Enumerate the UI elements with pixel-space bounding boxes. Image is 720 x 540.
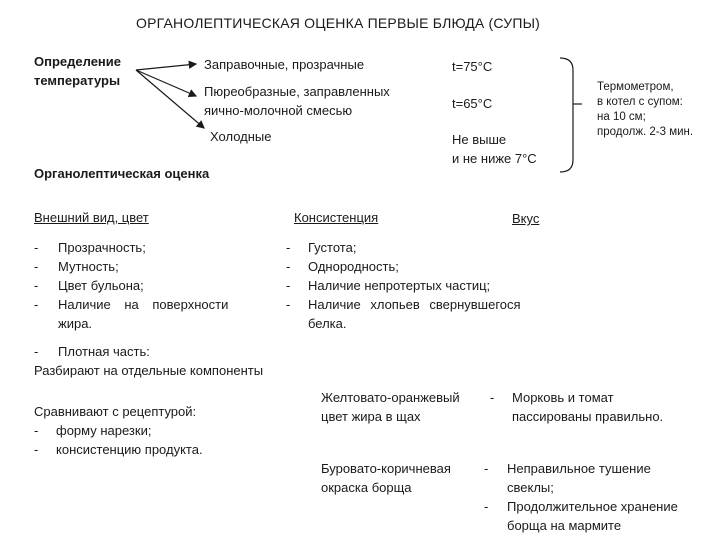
list-dash: -	[34, 278, 39, 293]
list-item: Густота;	[308, 240, 357, 255]
thermometer-note-line4: продолж. 2-3 мин.	[597, 126, 694, 138]
list-item: Наличие хлопьев свернувшегося	[308, 297, 521, 312]
borsch-left-line1: Буровато-коричневая	[321, 461, 451, 476]
list-item: консистенцию продукта.	[56, 442, 203, 457]
list-dash: -	[34, 297, 39, 312]
list-dash: -	[34, 423, 39, 438]
thermometer-note-line2: в котел с супом:	[597, 96, 683, 108]
list-dash: -	[286, 240, 291, 255]
temp-item-cold-label: Холодные	[210, 129, 272, 144]
borsch-left-line2: окраска борща	[321, 480, 412, 495]
list-dash: -	[286, 278, 291, 293]
borsch-right-line3: Продолжительное хранение	[507, 499, 678, 514]
list-item: Однородность;	[308, 259, 399, 274]
temp-item-cold-value-line2: и не ниже 7°C	[452, 151, 537, 166]
organoleptic-heading: Органолептическая оценка	[34, 166, 210, 181]
shchi-right-line1: Морковь и томат	[512, 390, 614, 405]
temp-item-puree-label	[204, 82, 390, 120]
consistency-heading: Консистенция	[294, 210, 379, 225]
thermometer-note-line3: на 10 см;	[597, 111, 646, 123]
arrow-to-cold	[136, 70, 204, 128]
borsch-right	[507, 459, 678, 535]
appearance-heading: Внешний вид, цвет	[34, 210, 149, 225]
list-item: Наличие на поверхности	[58, 297, 229, 312]
list-dash: -	[34, 442, 39, 457]
shchi-left-line2: цвет жира в щах	[321, 409, 421, 424]
temp-item-puree-value: t=65°C	[452, 96, 493, 111]
shchi-right-line2: пассированы правильно.	[512, 409, 664, 424]
list-item: Наличие непротертых частиц;	[308, 278, 491, 293]
list-item: жира.	[58, 316, 93, 331]
temp-item-transparent-label: Заправочные, прозрачные	[204, 57, 365, 72]
list-item: Прозрачность;	[58, 240, 146, 255]
shchi-right	[512, 388, 663, 426]
list-dash: -	[34, 259, 39, 274]
arrow-to-transparent	[136, 64, 196, 70]
list-dash: -	[34, 240, 39, 255]
list-dash: -	[34, 344, 39, 359]
thermometer-note	[597, 80, 693, 140]
list-item: форму нарезки;	[56, 423, 152, 438]
temp-item-transparent-value: t=75°C	[452, 59, 493, 74]
temperature-bracket	[560, 58, 573, 172]
page-title: ОРГАНОЛЕПТИЧЕСКАЯ ОЦЕНКА ПЕРВЫЕ БЛЮДА (СУПЫ)	[136, 15, 541, 31]
borsch-right-line1: Неправильное тушение	[507, 461, 651, 476]
list-item: белка.	[308, 316, 347, 331]
borsch-left	[321, 459, 451, 497]
temperature-heading-line1: Определение	[34, 54, 122, 69]
dense-part-line2: Разбирают на отдельные компоненты	[34, 363, 264, 378]
list-dash: -	[484, 461, 489, 476]
temp-item-puree-label-line2: яично-молочной смесью	[204, 103, 353, 118]
list-dash: -	[286, 297, 291, 312]
list-dash: -	[286, 259, 291, 274]
arrow-to-puree	[136, 70, 196, 96]
dense-part-line1: Плотная часть:	[58, 344, 150, 359]
thermometer-note-line1: Термометром,	[597, 81, 674, 93]
borsch-right-line4: борща на мармите	[507, 518, 622, 533]
temperature-heading-line2: температуры	[34, 73, 121, 88]
list-item: Цвет бульона;	[58, 278, 144, 293]
borsch-right-line2: свеклы;	[507, 480, 554, 495]
temp-item-cold-value	[452, 130, 537, 168]
list-item: Мутность;	[58, 259, 119, 274]
shchi-left-line1: Желтовато-оранжевый	[321, 390, 460, 405]
shchi-left	[321, 388, 460, 426]
list-dash: -	[484, 499, 489, 514]
list-dash: -	[490, 390, 495, 405]
temp-item-cold-value-line1: Не выше	[452, 132, 507, 147]
taste-heading: Вкус	[512, 211, 540, 226]
temp-item-puree-label-line1: Пюреобразные, заправленных	[204, 84, 390, 99]
recipe-line1: Сравнивают с рецептурой:	[34, 404, 197, 419]
